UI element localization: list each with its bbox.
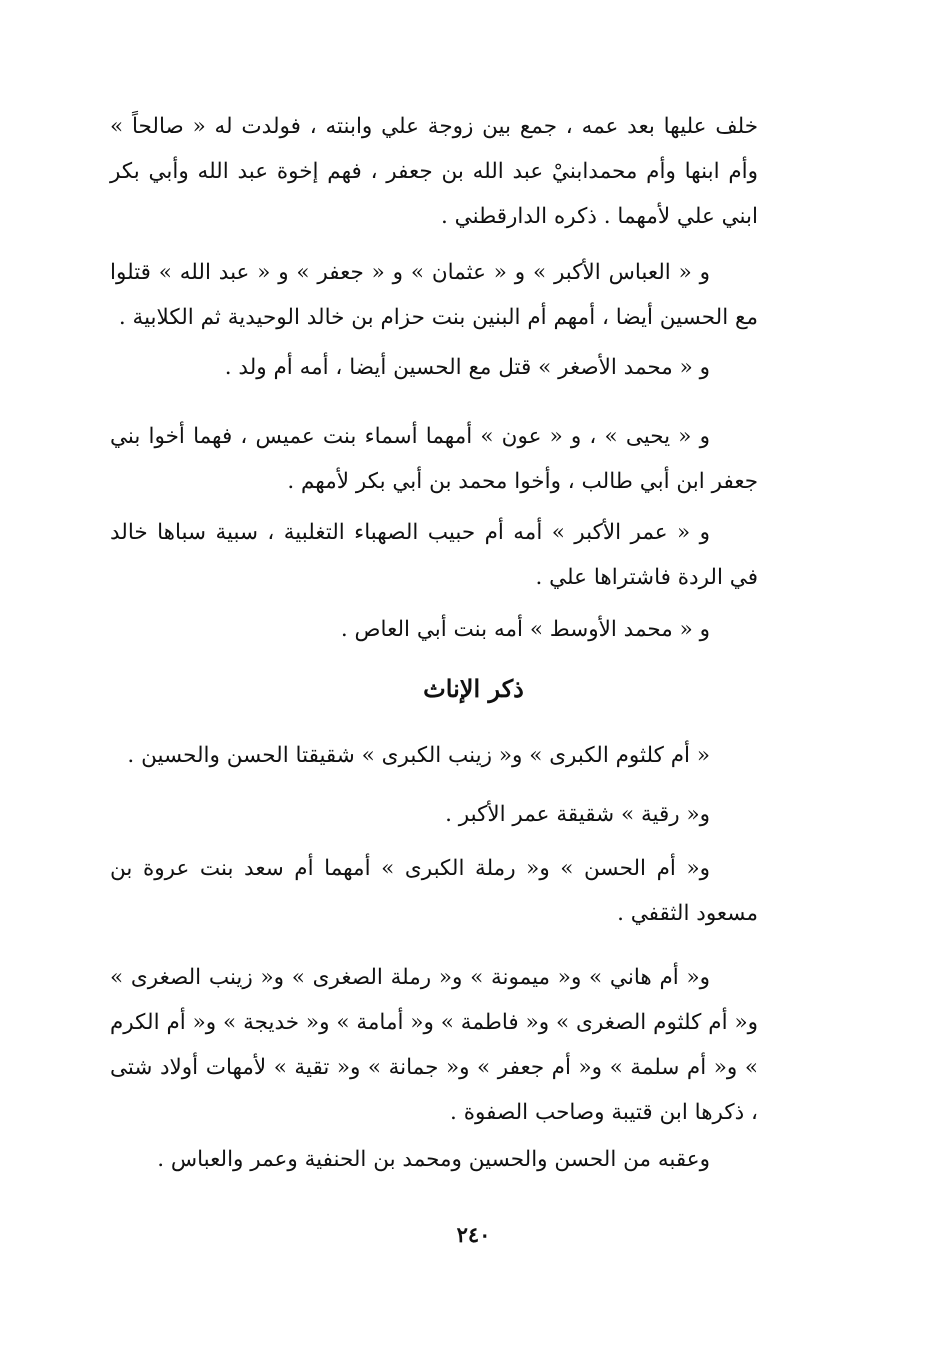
- section-paragraph-5: وعقبه من الحسن والحسين ومحمد بن الحنفية وعمر والعباس .: [157, 1147, 710, 1172]
- section-paragraph-3: و« أم الحسن » و« رملة الكبرى » أمهما أم سعد بنت عروة بن مسعود الثقفي .: [110, 856, 758, 926]
- paragraph-6: و « محمد الأوسط » أمه بنت أبي العاص .: [340, 617, 710, 642]
- section-paragraph-2: و« رقية » شقيقة عمر الأكبر .: [445, 802, 710, 827]
- section-heading: ذكر الإناث: [423, 674, 524, 703]
- paragraph-1: خلف عليها بعد عمه ، جمع بين زوجة علي وابنته ، فولدت له « صالحاً » وأم ابنها وأم محمدابنيْ عبد الله بن جعفر ، فهم إخوة عبد الله وأبي بكر ابني علي لأمهما . ذكره الدارقطني .: [110, 114, 758, 229]
- page-number: ٢٤٠: [456, 1222, 491, 1247]
- section-paragraph-4: و« أم هاني » و« ميمونة » و« رملة الصغرى » و« زينب الصغرى » و« أم كلثوم الصغرى » و« فاطمة » و« أمامة » و« خديجة » و« أم الكرم » و« أم سلمة » و« أم جعفر » و« جمانة » و« تقية » لأمهات أولاد شتى ، ذكرها ابن قتيبة وصاحب الصفوة .: [110, 965, 758, 1125]
- paragraph-4: و « يحيى » ، و « عون » أمهما أسماء بنت عميس ، فهما أخوا بني جعفر ابن أبي طالب ، وأخوا محمد بن أبي بكر لأمهم .: [110, 424, 758, 494]
- paragraph-3: و « محمد الأصغر » قتل مع الحسين أيضا ، أمه أم ولد .: [224, 355, 710, 380]
- paragraph-2: و « العباس الأكبر » و « عثمان » و « جعفر » و « عبد الله » قتلوا مع الحسين أيضا ، أمهم أم البنين بنت حزام بن خالد الوحيدية ثم الكلابية .: [110, 260, 758, 330]
- section-paragraph-1: « أم كلثوم الكبرى » و« زينب الكبرى » شقيقتا الحسن والحسين .: [127, 743, 710, 768]
- paragraph-5: و « عمر الأكبر » أمه أم حبيب الصهباء التغلبية ، سبية سباها خالد في الردة فاشتراها علي .: [110, 520, 758, 590]
